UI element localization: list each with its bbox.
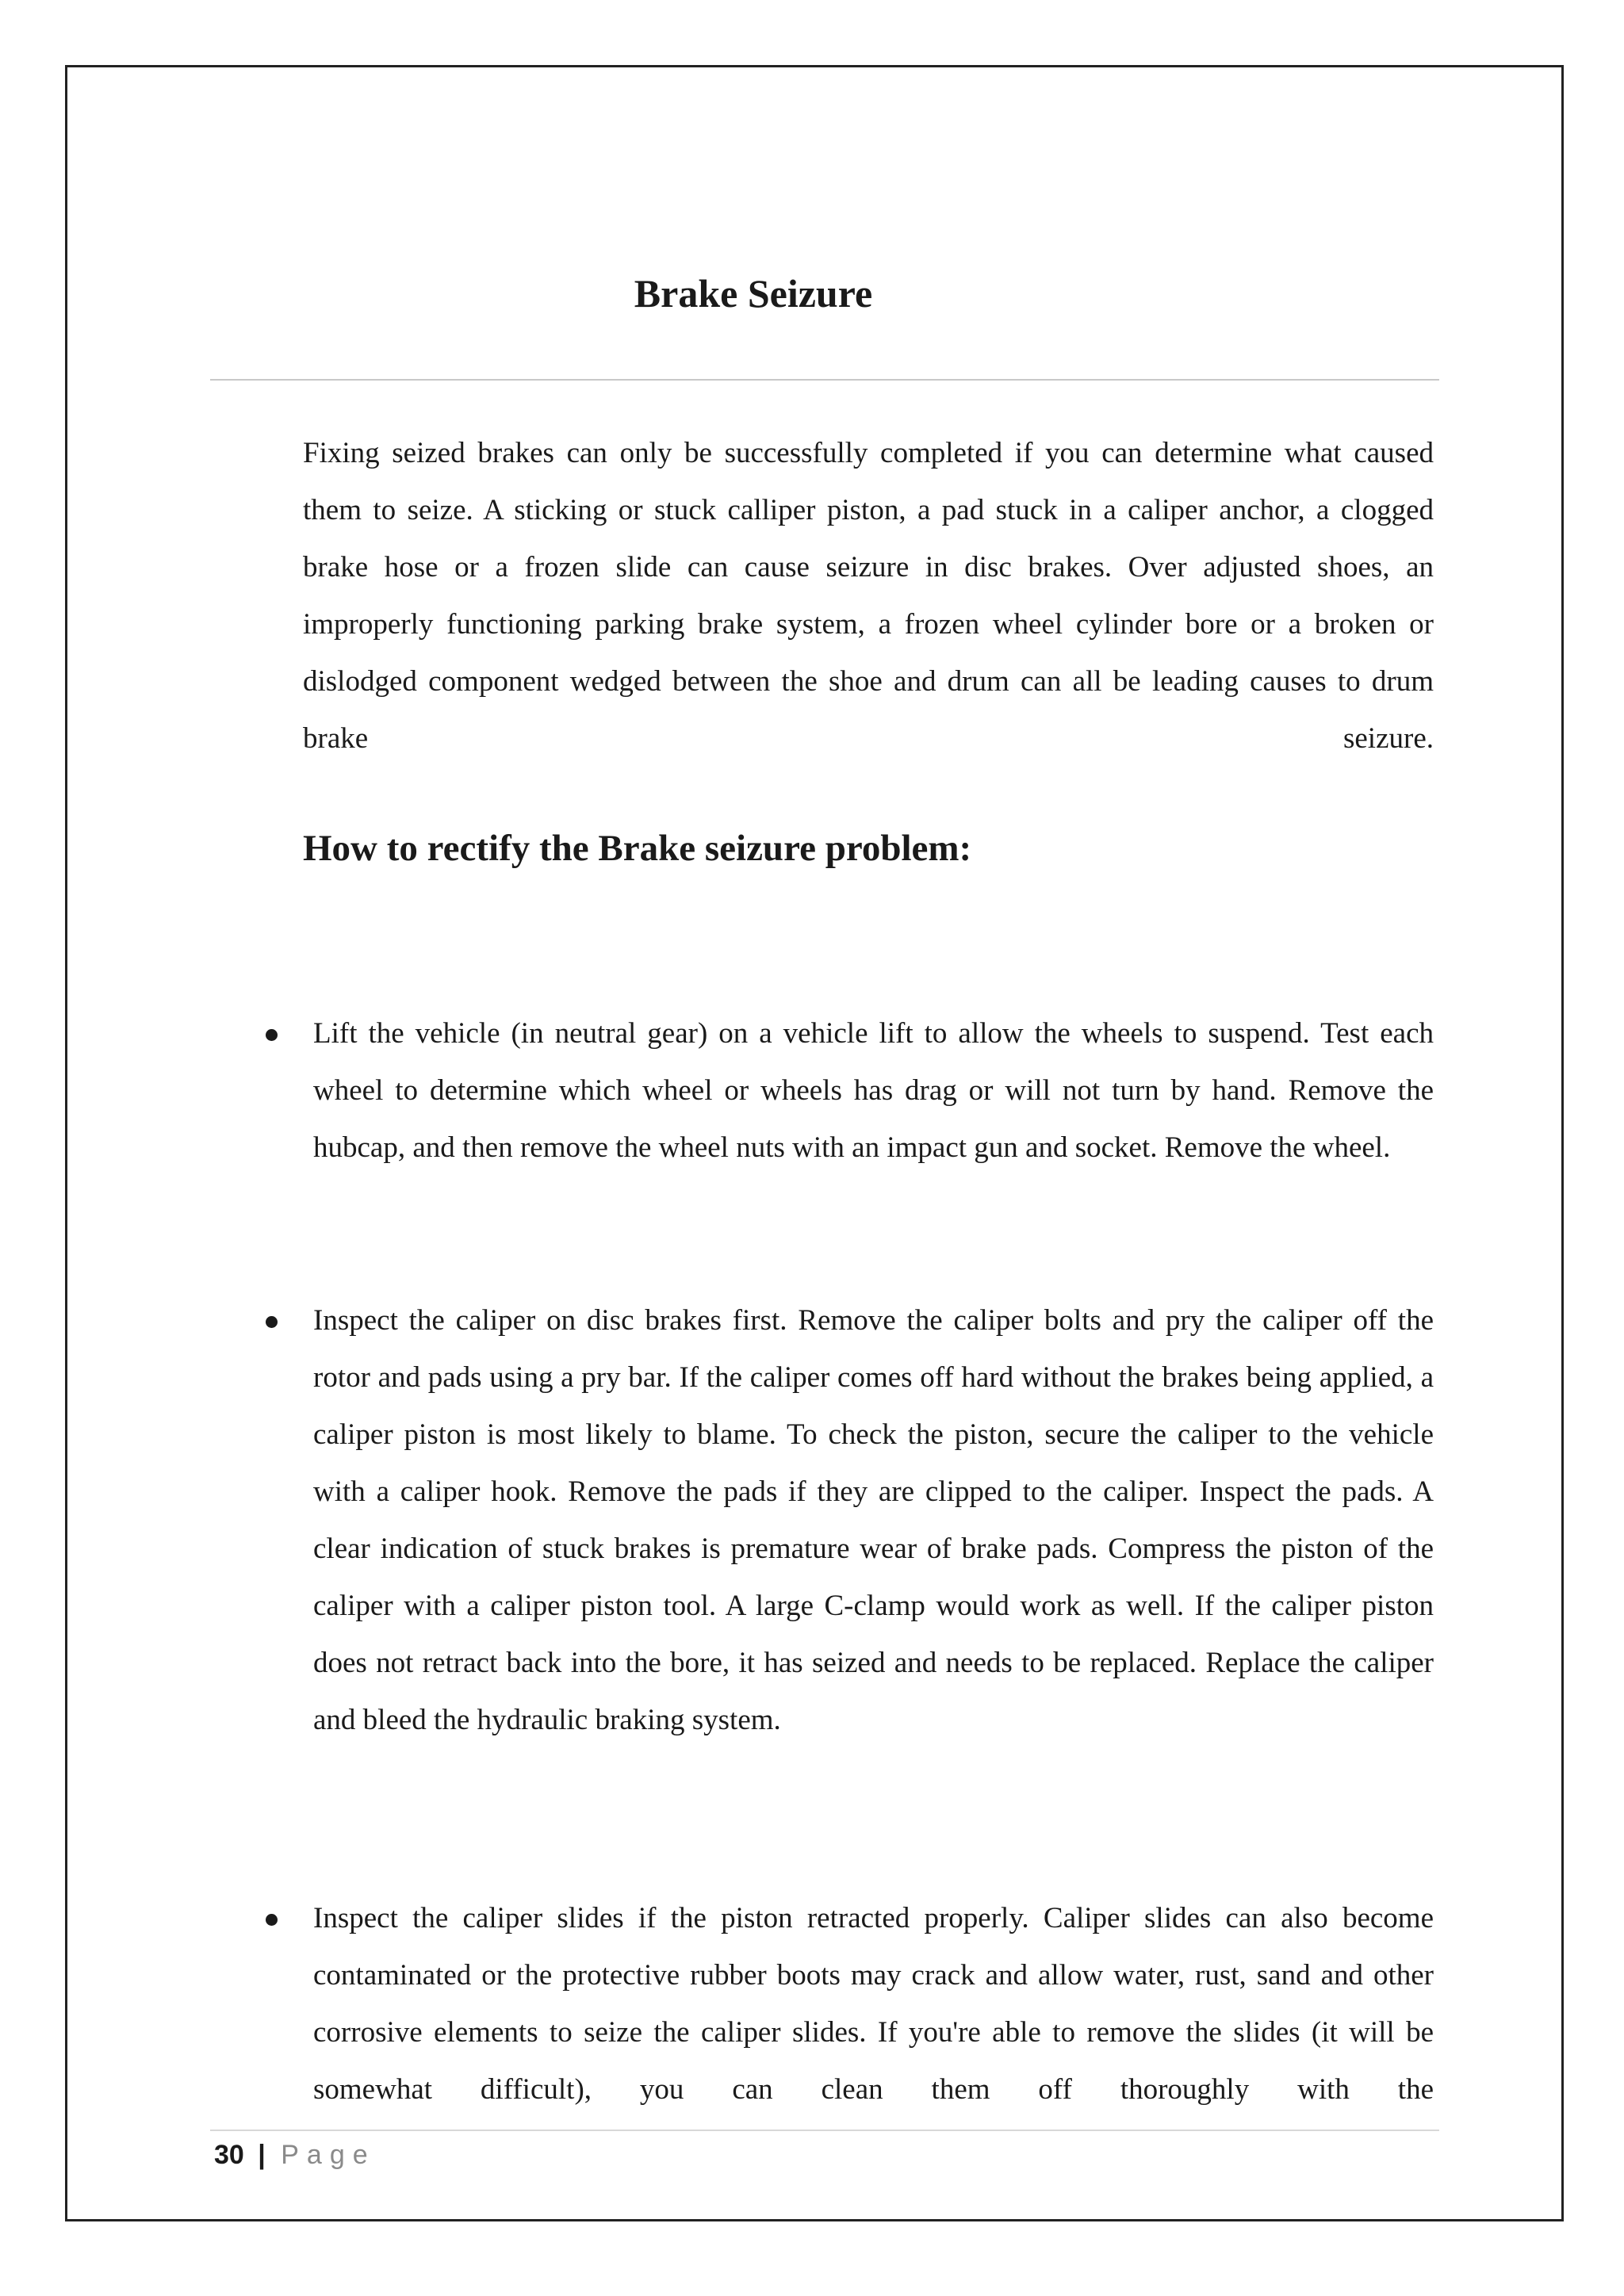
bullet-text: Inspect the caliper slides if the piston retracted properly. Caliper slides can also become contaminated or the protective rubber boots may crack and allow water, rust, sand and other corrosive elements to seize the caliper slides. If you're able to remove the slides (it will be somewhat difficult), you can clean them off thoroughly with the — [313, 1902, 1434, 2106]
bullet-item-lift-vehicle — [313, 1005, 1434, 1177]
page-footer — [214, 2136, 376, 2174]
bullet-icon — [266, 1316, 278, 1328]
bullet-icon — [266, 1029, 278, 1041]
bullet-item-inspect-slides — [313, 1890, 1434, 2118]
bullet-item-inspect-caliper — [313, 1292, 1434, 1749]
page-number: 30 — [214, 2140, 244, 2170]
page-title: Brake Seizure — [634, 270, 873, 316]
bullet-text: Lift the vehicle (in neutral gear) on a vehicle lift to allow the wheels to suspend. Test each wheel to determine which wheel or wheels has drag or will not turn by hand. Remove the hubcap, and then remove the wheel nuts with an impact gun and socket. Remove the wheel. — [313, 1017, 1434, 1164]
page-label: Page — [281, 2140, 376, 2170]
footer-divider — [210, 2130, 1439, 2131]
section-heading: How to rectify the Brake seizure problem: — [303, 828, 972, 869]
bullet-text: Inspect the caliper on disc brakes first. Remove the caliper bolts and pry the caliper off the rotor and pads using a pry bar. If the caliper comes off hard without the brakes being applied, a caliper piston is most likely to blame. To check the piston, secure the caliper to the vehicle with a caliper hook. Remove the pads if they are clipped to the caliper. Inspect the pads. A clear indication of stuck brakes is premature wear of brake pads. Compress the piston of the caliper with a caliper piston tool. A large C-clamp would work as well. If the caliper piston does not retract back into the bore, it has seized and needs to be replaced. Replace the caliper and bleed the hydraulic braking system. — [313, 1304, 1434, 1736]
intro-paragraph: Fixing seized brakes can only be successfully completed if you can determine what caused them to seize. A sticking or stuck calliper piston, a pad stuck in a caliper anchor, a clogged brake hose or a frozen slide can cause seizure in disc brakes. Over adjusted shoes, an improperly functioning parking brake system, a frozen wheel cylinder bore or a broken or dislodged component wedged between the shoe and drum can all be leading causes to drum brake seizure. — [303, 437, 1434, 755]
footer-separator: | — [258, 2140, 266, 2170]
bullet-icon — [266, 1914, 278, 1926]
title-divider — [210, 379, 1439, 381]
